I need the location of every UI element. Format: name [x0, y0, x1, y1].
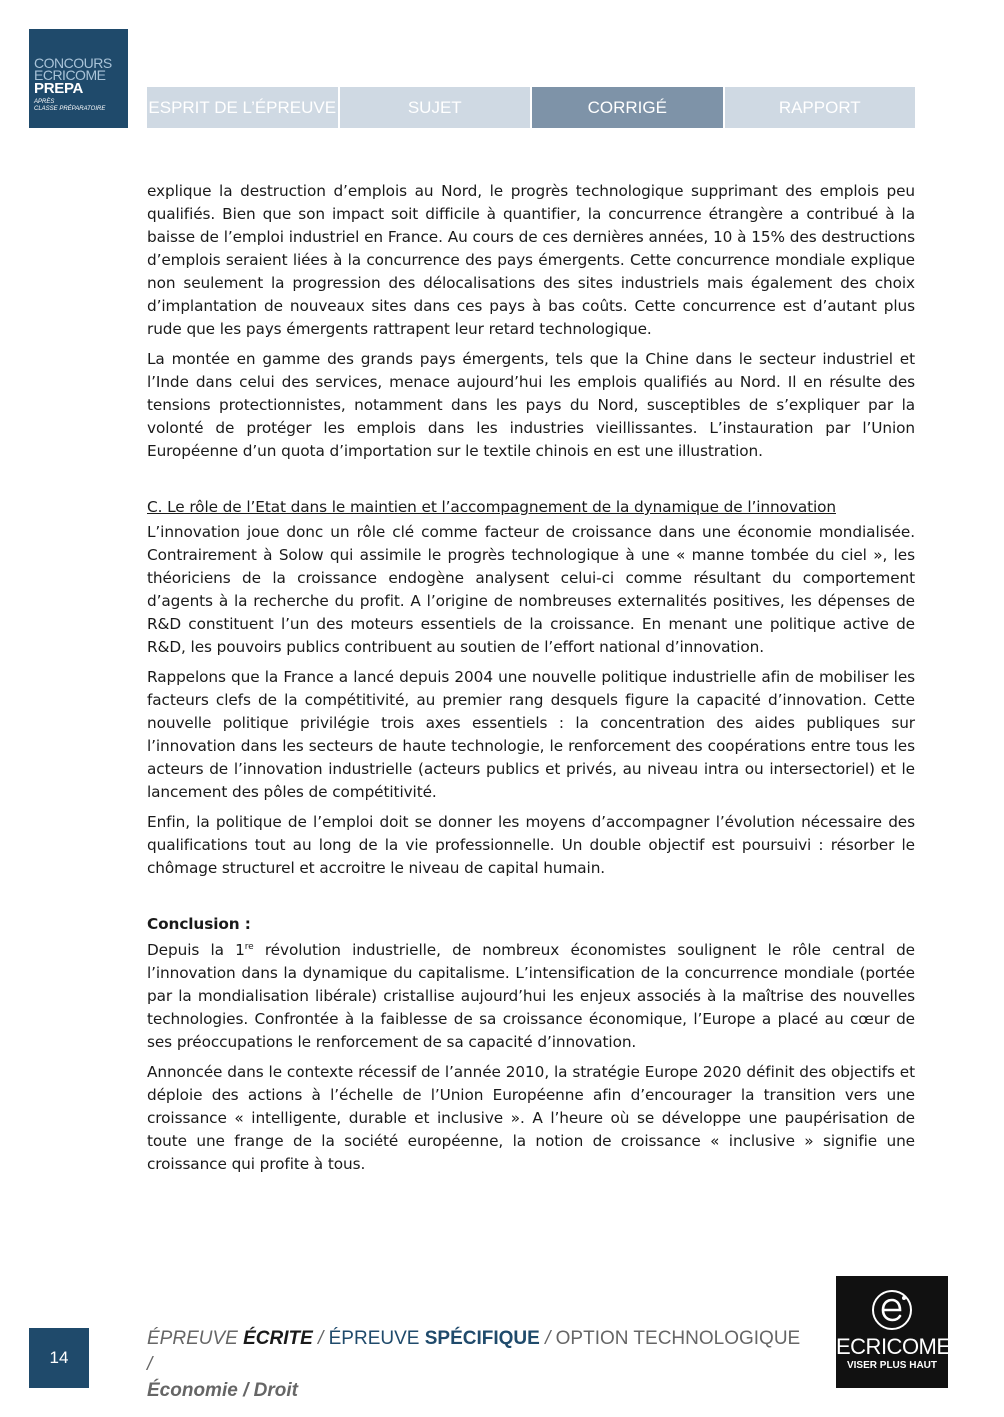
ecricome-brand-logo	[836, 1276, 951, 1388]
logo-line-prepa: PREPA	[34, 80, 84, 97]
footer-epreuve-2: ÉPREUVE	[328, 1328, 425, 1349]
concours-logo	[29, 29, 128, 128]
tab-sujet[interactable]: SUJET	[340, 87, 531, 128]
conclusion-1-start: Depuis la 1	[147, 941, 245, 959]
footer-sep-2: /	[539, 1328, 556, 1349]
paragraph-conclusion-2: Annoncée dans le contexte récessif de l’année 2010, la stratégie Europe 2020 définit des objectifs et déploie des actions à l’échelle de l’Union Européenne afin d’encourager la transition vers une croissance « intelligente, durable et inclusive ». A l’heure où se développe une paupérisation de toute une frange de la société européenne, la notion de croissance « inclusive » signifie une croissance qui profite à tous.	[147, 1063, 915, 1173]
tab-corrige[interactable]: CORRIGÉ	[532, 87, 723, 128]
paragraph-politique-industrielle: Rappelons que la France a lancé depuis 2004 une nouvelle politique industrielle afin de mobiliser les facteurs clefs de la compétitivité, au premier rang desquels figure la capacité d’innovation. Cette nouvelle politique privilégie trois axes essentiels : la concentration des aides publiques sur l’innovation dans les secteurs de haute technologie, le renforcement des coopérations entre tous les acteurs de l’innovation industrielle (acteurs publics et privés, au niveau intra ou intersectoriel) et le lancement des pôles de compétitivité.	[147, 668, 915, 801]
paragraph-montee-gamme: La montée en gamme des grands pays émergents, tels que la Chine dans le secteur industriel et l’Inde dans celui des services, menace aujourd’hui les emplois qualifiés au Nord. Il en résulte des tensions protectionnistes, notamment dans les pays du Nord, susceptibles de s’expliquer par la volonté de protéger les emplois dans les industries vieillissantes. L’instauration par l’Union Européenne d’un quota d’importation sur le textile chinois en est une illustration.	[147, 350, 915, 460]
conclusion-1-sup: re	[244, 941, 254, 952]
footer-line-2: Économie / Droit	[147, 1380, 298, 1401]
document-body	[147, 180, 915, 1183]
logo-line-ecricome: ECRICOME	[34, 67, 106, 83]
tab-rapport[interactable]: RAPPORT	[725, 87, 916, 128]
footer-title	[147, 1326, 807, 1404]
conclusion-title: Conclusion :	[147, 915, 251, 933]
section-tabs	[147, 87, 915, 128]
footer-specifique: SPÉCIFIQUE	[424, 1328, 540, 1349]
paragraph-conclusion-1	[147, 939, 915, 1054]
footer-epreuve: ÉPREUVE	[147, 1328, 244, 1349]
page-number: 14	[29, 1328, 89, 1388]
logo-line-classe: CLASSE PRÉPARATOIRE	[34, 106, 106, 112]
logo-line-apres: APRÈS	[34, 99, 55, 105]
footer-sep-1: /	[312, 1328, 329, 1349]
footer-sep-3: /	[147, 1354, 153, 1375]
paragraph-destruction: explique la destruction d’emplois au Nord, le progrès technologique supprimant des emplois peu qualifiés. Bien que son impact soit difficile à quantifier, la concurrence étrangère a contribué à la baisse de l’emploi industriel en France. Au cours de ces dernières années, 10 à 15% des destructions d’emplois seraient liées à la concurrence des pays émergents. Cette concurrence mondiale explique non seulement la progression des délocalisations des sites industriels mais également des choix d’implantation de nouveaux sites dans ces pays à bas coûts. Cette concurrence est d’autant plus rude que les pays émergents rattrapent leur retard technologique.	[147, 182, 915, 338]
footer-option: OPTION TECHNOLOGIQUE	[555, 1328, 801, 1349]
paragraph-innovation: L’innovation joue donc un rôle clé comme facteur de croissance dans une économie mondialisée. Contrairement à Solow qui assimile le progrès technologique à une « manne tombée du ciel », les théoriciens de la croissance endogène analysent celui-ci comme résultant du comportement d’agents à la recherche du profit. A l’origine de nombreuses externalités positives, les dépenses de R&D constituent l’un des moteurs essentiels de la croissance. En menant une politique active de R&D, les pouvoirs publics contribuent au soutien de l’effort national d’innovation.	[147, 523, 915, 656]
tab-esprit[interactable]: ESPRIT DE L’ÉPREUVE	[147, 87, 338, 128]
brand-slogan: VISER PLUS HAUT	[846, 1360, 937, 1371]
section-heading-c: C. Le rôle de l’Etat dans le maintien et l’accompagnement de la dynamique de l’innovation	[147, 498, 836, 516]
ecricome-e-icon	[870, 1288, 914, 1332]
footer-line-1	[147, 1326, 807, 1378]
footer-ecrite: ÉCRITE	[243, 1328, 313, 1349]
logo-line-concours: CONCOURS	[34, 55, 112, 71]
paragraph-politique-emploi: Enfin, la politique de l’emploi doit se donner les moyens d’accompagner l’évolution nécessaire des qualifications tout au long de la vie professionnelle. Un double objectif est poursuivi : résorber le chômage structurel et accroitre le niveau de capital humain.	[147, 813, 915, 877]
conclusion-1-rest: révolution industrielle, de nombreux économistes soulignent le rôle central de l’innovation dans la dynamique du capitalisme. L’intensification de la concurrence mondiale (portée par la mondialisation libérale) cristallise aujourd’hui les enjeux associés à la maîtrise des nouvelles technologies. Confrontée à la faiblesse de sa croissance économique, l’Europe a placé au cœur de ses préoccupations le renforcement de sa capacité d’innovation.	[147, 941, 915, 1051]
brand-name: ECRICOME	[836, 1334, 951, 1359]
